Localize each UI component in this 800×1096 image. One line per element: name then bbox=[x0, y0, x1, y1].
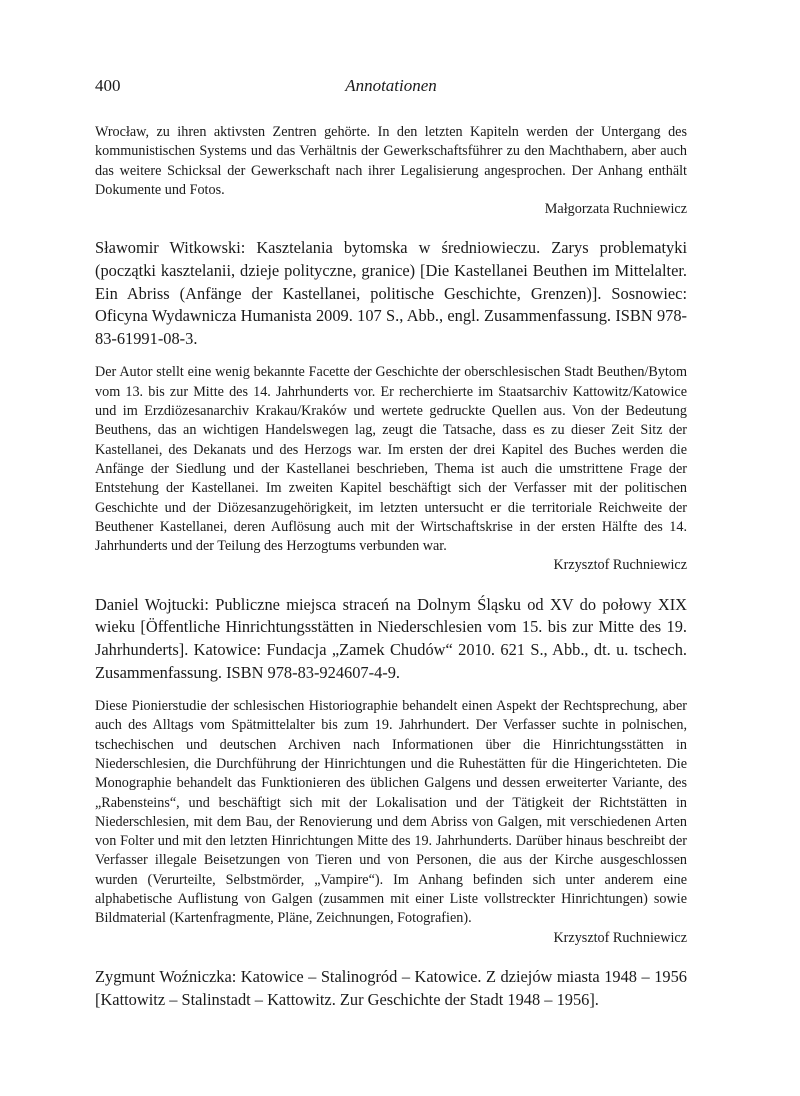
running-head: Annotationen bbox=[345, 76, 437, 95]
review-text: Diese Pionierstudie der schlesischen Historiographie behandelt einen Aspekt der Rechtsprechung, aber auch des Alltags vom Spätmittelalter bis zum 19. Jahrhundert. Der Verfasser suchte in polnischen, tschechischen und deutschen Archiven nach Informationen über die Hinrichtungsstätten in Niederschlesien, die Durchführung der Hinrichtungen und die Ruhestätten für die Hingerichteten. Die Monographie behandelt das Funktionieren des üblichen Galgens und dessen erweiterter Variante, des „Rabensteins“, und beschäftigt sich mit der Lokalisation und der Tätigkeit der Richtstätten in Niederschlesien, mit dem Bau, der Renovierung und dem Abriss von Galgen, mit verschiedenen Arten von Folter und mit den letzten Hinrichtungen Mitte des 19. Jahrhunderts. Darüber hinaus beschreibt der Verfasser illegale Beisetzungen von Tieren und von Personen, die aus der Kirche ausgeschlossen wurden (Verurteilte, Selbstmörder, „Vampire“). Im Anhang befinden sich unter anderem eine alphabetische Auflistung von Galgen (zusammen mit einer Liste vollstreckter Hinrichtungen) sowie Bildmaterial (Kartenfragmente, Pläne, Zeichnungen, Fotografien). bbox=[95, 698, 687, 927]
review-text: Wrocław, zu ihren aktivsten Zentren gehörte. In den letzten Kapiteln werden der Untergang des kommunistischen Systems und das Verhältnis der Gewerkschaftsführer zu den Machthabern, aber auch das weitere Schicksal der Gewerkschaft nach ihrer Legalisierung angesprochen. Der Anhang enthält Dokumente und Fotos. bbox=[95, 124, 687, 198]
book-title: Zygmunt Woźniczka: Katowice – Stalinogród – Katowice. Z dziejów miasta 1948 – 1956 [Kattowitz – Stalinstadt – Kattowitz. Zur Geschichte der Stadt 1948 – 1956]. bbox=[95, 966, 687, 1009]
page-number: 400 bbox=[95, 76, 121, 95]
book-title: Sławomir Witkowski: Kasztelania bytomska w średniowieczu. Zarys problematyki (początki kasztelanii, dzieje polityczne, granice) [Die Kastellanei Beuthen im Mittelalter. Ein Abriss (Anfänge der Kastellanei, politische Geschichte, Grenzen)]. Sosnowiec: Oficyna Wydawnicza Humanista 2009. 107 S., Abb., engl. Zusammenfassung. ISBN 978-83-61991-08-3. bbox=[95, 238, 687, 348]
page bbox=[95, 76, 687, 1011]
review-text: Der Autor stellt eine wenig bekannte Facette der Geschichte der oberschlesischen Stadt Beuthen/Bytom vom 13. bis zur Mitte des 14. Jahrhunderts vor. Er recherchierte im Staatsarchiv Kattowitz/Katowice und im Erzdiözesanarchiv Krakau/Kraków und wertete gedruckte Quellen aus. Von der Bedeutung Beuthens, das an wichtigen Handelswegen lag, zeugt die Tatsache, dass es zu dieser Zeit Sitz der Kastellanei, des Dekanats und des Herzogs war. Im ersten der drei Kapitel des Buches werden die Anfänge der Siedlung und der Kastellanei beschrieben, Thema ist auch die umstrittene Frage der Entstehung der Kastellanei. Im zweiten Kapitel beschäftigt sich der Verfasser mit der politischen Geschichte und der Diözesanzugehörigkeit, im letzten untersucht er die territoriale Reichweite der Beuthener Kastellanei, deren Auflösung auch mit der Wirtschaftskrise in der ersten Hälfte des 14. Jahrhunderts und der Teilung des Herzogtums verbunden war. bbox=[95, 364, 687, 555]
reviewer-signature: Krzysztof Ruchniewicz bbox=[553, 929, 687, 946]
book-title: Daniel Wojtucki: Publiczne miejsca straceń na Dolnym Śląsku od XV do połowy XIX wieku [Öffentliche Hinrichtungsstätten in Niederschlesien vom 15. bis zur Mitte des 19. Jahrhunderts]. Katowice: Fundacja „Zamek Chudów“ 2010. 621 S., Abb., dt. u. tschech. Zusammenfassung. ISBN 978-83-924607-4-9. bbox=[95, 594, 687, 682]
reviewer-signature: Krzysztof Ruchniewicz bbox=[553, 557, 687, 574]
reviewer-signature: Małgorzata Ruchniewicz bbox=[544, 201, 687, 218]
page-header bbox=[95, 76, 687, 100]
